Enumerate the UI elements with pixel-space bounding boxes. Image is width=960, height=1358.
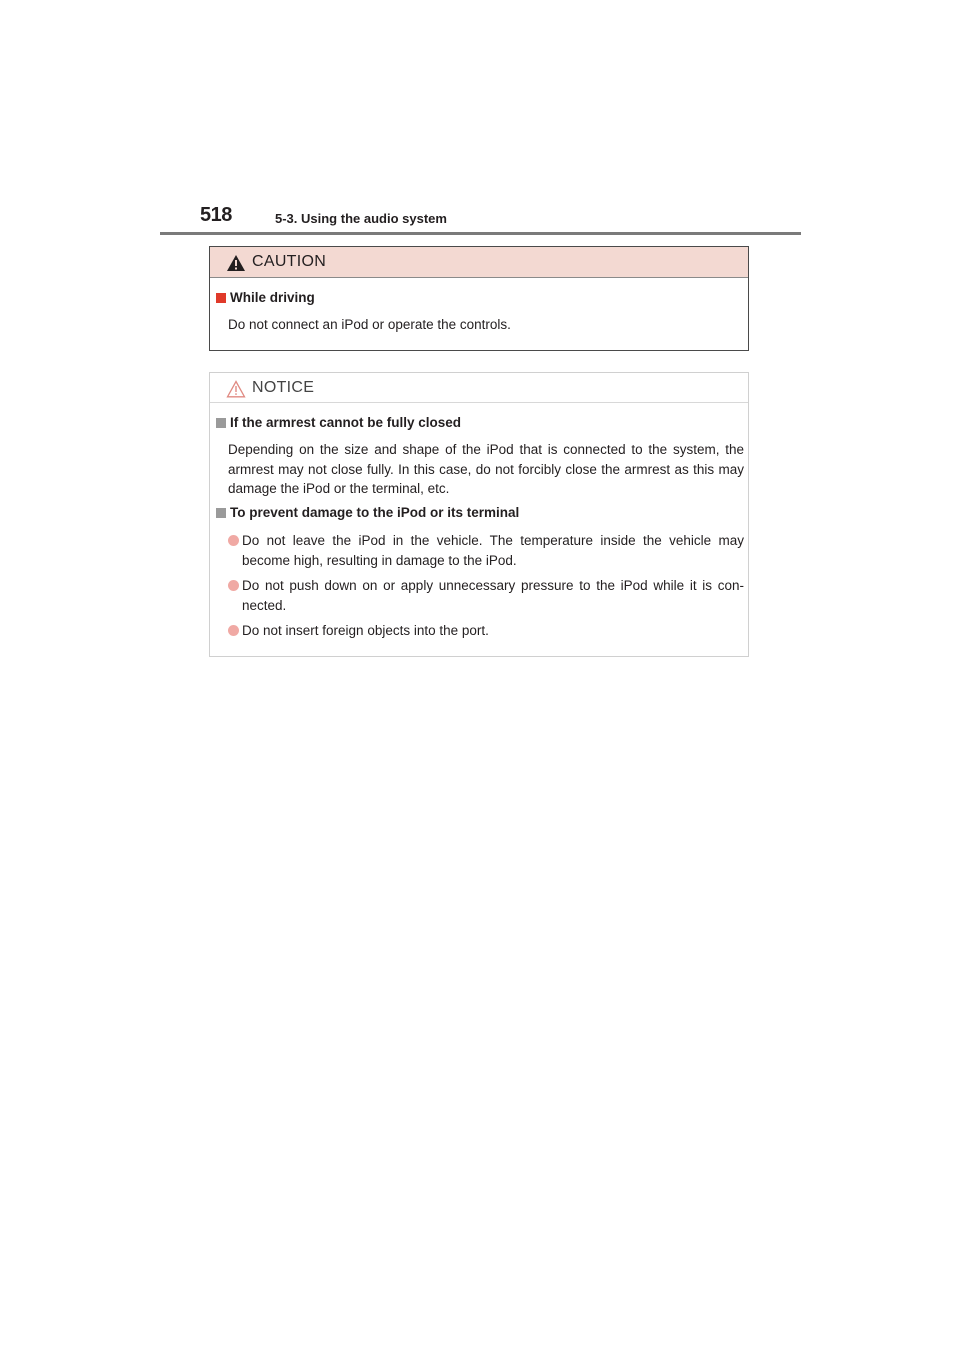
- gray-square-icon: [216, 418, 226, 428]
- notice-topic-damage: To prevent damage to the iPod or its terminal: [216, 505, 519, 520]
- notice-topic-armrest: If the armrest cannot be fully closed: [216, 415, 461, 430]
- warning-outline-icon: [226, 380, 246, 398]
- notice-text-armrest: Depending on the size and shape of the iPod that is connected to the system, the armrest may not close fully. In this case, do not forcibly close the armrest as this may damage the iPod or the terminal, etc.: [228, 442, 744, 496]
- header-rule: [160, 232, 801, 235]
- notice-box: [209, 372, 749, 657]
- page-number: 518: [200, 204, 232, 226]
- caution-header: [210, 247, 748, 278]
- gray-square-icon: [216, 508, 226, 518]
- list-item: Do not leave the iPod in the vehicle. The temperature inside the vehicle may become high, resulting in damage to the iPod.: [228, 531, 744, 570]
- section-title: 5-3. Using the audio system: [275, 211, 447, 226]
- caution-box: [209, 246, 749, 351]
- page-header: [160, 200, 801, 236]
- bullet-dot-icon: [228, 580, 239, 591]
- caution-topic: While driving: [216, 290, 315, 305]
- bullet-dot-icon: [228, 535, 239, 546]
- red-square-icon: [216, 293, 226, 303]
- caution-label: CAUTION: [252, 253, 327, 270]
- list-item: Do not insert foreign objects into the port.: [228, 621, 744, 641]
- notice-header: [210, 373, 748, 403]
- list-item: Do not push down on or apply unnecessary pressure to the iPod while it is con-nected.: [228, 576, 744, 615]
- notice-label: NOTICE: [252, 379, 315, 396]
- warning-filled-icon: [226, 254, 246, 272]
- bullet-dot-icon: [228, 625, 239, 636]
- caution-text: Do not connect an iPod or operate the controls.: [228, 317, 511, 332]
